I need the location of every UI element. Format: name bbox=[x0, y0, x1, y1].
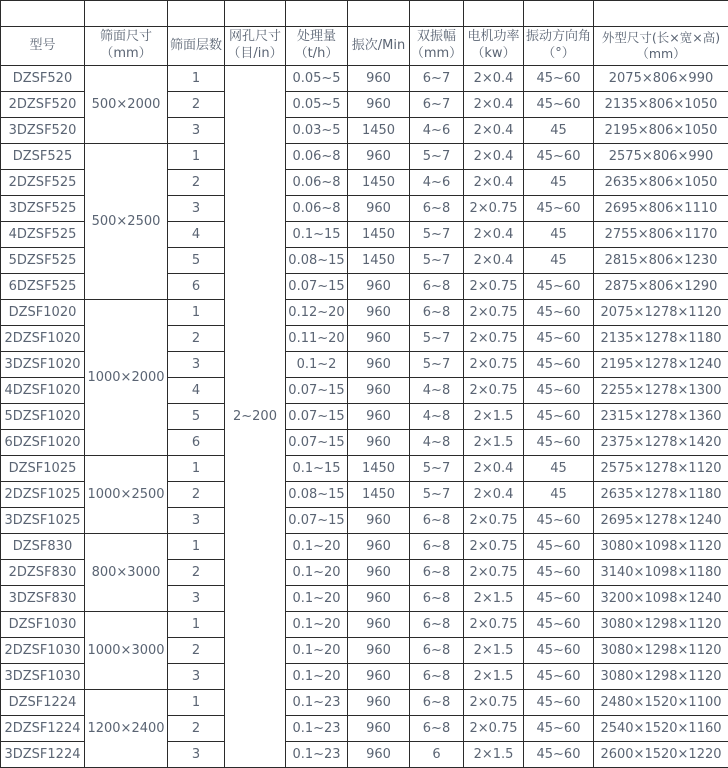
cell-model: 2DZSF1224 bbox=[1, 716, 85, 742]
cell-model: DZSF830 bbox=[1, 534, 85, 560]
sliver-cell bbox=[286, 1, 348, 27]
cell-angle: 45 bbox=[524, 456, 594, 482]
cell-capacity: 0.05~5 bbox=[286, 66, 348, 92]
cell-dims: 2135×806×1050 bbox=[594, 92, 728, 118]
cell-freq: 960 bbox=[348, 508, 410, 534]
cell-freq: 960 bbox=[348, 430, 410, 456]
table-row bbox=[1, 534, 728, 560]
cell-angle: 45~60 bbox=[524, 144, 594, 170]
cell-layers: 2 bbox=[168, 716, 225, 742]
cell-freq: 960 bbox=[348, 378, 410, 404]
cell-power: 2×0.4 bbox=[464, 66, 524, 92]
column-header-freq bbox=[348, 27, 410, 66]
cell-amplitude: 5~7 bbox=[410, 144, 464, 170]
cell-freq: 960 bbox=[348, 144, 410, 170]
cell-amplitude: 5~7 bbox=[410, 222, 464, 248]
header-row bbox=[1, 27, 728, 66]
cell-amplitude: 4~6 bbox=[410, 170, 464, 196]
cell-capacity: 0.1~23 bbox=[286, 742, 348, 768]
cell-freq: 960 bbox=[348, 300, 410, 326]
cell-layers: 6 bbox=[168, 430, 225, 456]
cell-dims: 2815×806×1230 bbox=[594, 248, 728, 274]
cell-power: 2×1.5 bbox=[464, 586, 524, 612]
sliver-cell bbox=[1, 1, 85, 27]
cell-layers: 1 bbox=[168, 690, 225, 716]
cell-angle: 45~60 bbox=[524, 92, 594, 118]
column-header-amplitude-line: （mm） bbox=[410, 46, 463, 63]
cell-freq: 1450 bbox=[348, 456, 410, 482]
cell-model: 3DZSF1020 bbox=[1, 352, 85, 378]
column-header-capacity-line: （t/h） bbox=[286, 46, 347, 63]
cell-dims: 2875×806×1290 bbox=[594, 274, 728, 300]
cell-freq: 960 bbox=[348, 274, 410, 300]
cell-angle: 45 bbox=[524, 170, 594, 196]
cell-model: 3DZSF830 bbox=[1, 586, 85, 612]
cell-layers: 1 bbox=[168, 144, 225, 170]
cell-amplitude: 6~8 bbox=[410, 690, 464, 716]
cell-capacity: 0.1~15 bbox=[286, 456, 348, 482]
cell-layers: 1 bbox=[168, 300, 225, 326]
cell-model: DZSF1020 bbox=[1, 300, 85, 326]
cell-power: 2×0.4 bbox=[464, 482, 524, 508]
cell-power: 2×0.75 bbox=[464, 274, 524, 300]
cell-capacity: 0.07~15 bbox=[286, 378, 348, 404]
cell-freq: 960 bbox=[348, 404, 410, 430]
cell-screen-size: 800×3000 bbox=[85, 534, 168, 612]
cell-freq: 960 bbox=[348, 352, 410, 378]
cell-freq: 960 bbox=[348, 92, 410, 118]
cell-model: 5DZSF1020 bbox=[1, 404, 85, 430]
cell-screen-size: 500×2000 bbox=[85, 66, 168, 144]
cell-amplitude: 5~7 bbox=[410, 248, 464, 274]
cell-amplitude: 4~8 bbox=[410, 378, 464, 404]
cell-freq: 960 bbox=[348, 638, 410, 664]
cell-dims: 2635×806×1050 bbox=[594, 170, 728, 196]
cell-power: 2×0.75 bbox=[464, 300, 524, 326]
cell-capacity: 0.1~20 bbox=[286, 664, 348, 690]
table-row bbox=[1, 456, 728, 482]
cell-freq: 960 bbox=[348, 586, 410, 612]
cell-model: 3DZSF1025 bbox=[1, 508, 85, 534]
cell-angle: 45~60 bbox=[524, 66, 594, 92]
cell-power: 2×0.75 bbox=[464, 690, 524, 716]
cell-angle: 45~60 bbox=[524, 430, 594, 456]
sliver-cell bbox=[348, 1, 410, 27]
cell-power: 2×0.75 bbox=[464, 560, 524, 586]
column-header-power-line: 电机功率 bbox=[464, 29, 523, 46]
cell-capacity: 0.1~23 bbox=[286, 716, 348, 742]
column-header-power bbox=[464, 27, 524, 66]
cell-angle: 45~60 bbox=[524, 690, 594, 716]
sliver-cell bbox=[594, 1, 728, 27]
cell-mesh-size: 2~200 bbox=[225, 66, 286, 768]
cell-capacity: 0.1~20 bbox=[286, 560, 348, 586]
cell-model: DZSF1224 bbox=[1, 690, 85, 716]
cell-model: 2DZSF525 bbox=[1, 170, 85, 196]
cell-power: 2×1.5 bbox=[464, 430, 524, 456]
cell-dims: 2075×806×990 bbox=[594, 66, 728, 92]
cell-angle: 45~60 bbox=[524, 508, 594, 534]
cell-screen-size: 1200×2400 bbox=[85, 690, 168, 768]
cell-capacity: 0.1~20 bbox=[286, 612, 348, 638]
cell-amplitude: 6~8 bbox=[410, 534, 464, 560]
cell-layers: 3 bbox=[168, 742, 225, 768]
cell-amplitude: 6~8 bbox=[410, 716, 464, 742]
cell-layers: 3 bbox=[168, 664, 225, 690]
cell-dims: 2575×1278×1120 bbox=[594, 456, 728, 482]
cell-model: 2DZSF1030 bbox=[1, 638, 85, 664]
cell-capacity: 0.12~20 bbox=[286, 300, 348, 326]
cell-capacity: 0.03~5 bbox=[286, 118, 348, 144]
cell-power: 2×1.5 bbox=[464, 742, 524, 768]
cell-power: 2×0.4 bbox=[464, 144, 524, 170]
cell-screen-size: 1000×2500 bbox=[85, 456, 168, 534]
cell-freq: 960 bbox=[348, 690, 410, 716]
cell-amplitude: 6~8 bbox=[410, 196, 464, 222]
cell-capacity: 0.1~20 bbox=[286, 534, 348, 560]
cell-layers: 1 bbox=[168, 534, 225, 560]
cell-power: 2×1.5 bbox=[464, 664, 524, 690]
table-row bbox=[1, 690, 728, 716]
cell-power: 2×0.75 bbox=[464, 508, 524, 534]
cell-layers: 3 bbox=[168, 508, 225, 534]
cell-dims: 2480×1520×1100 bbox=[594, 690, 728, 716]
column-header-dims bbox=[594, 27, 728, 66]
cell-power: 2×0.4 bbox=[464, 92, 524, 118]
cell-layers: 3 bbox=[168, 586, 225, 612]
cell-layers: 2 bbox=[168, 326, 225, 352]
cell-amplitude: 6~8 bbox=[410, 612, 464, 638]
cell-power: 2×0.75 bbox=[464, 378, 524, 404]
column-header-model bbox=[1, 27, 85, 66]
column-header-mesh bbox=[225, 27, 286, 66]
cell-power: 2×0.75 bbox=[464, 612, 524, 638]
cell-model: 2DZSF520 bbox=[1, 92, 85, 118]
cell-capacity: 0.06~8 bbox=[286, 196, 348, 222]
cell-power: 2×0.75 bbox=[464, 534, 524, 560]
cell-power: 2×1.5 bbox=[464, 638, 524, 664]
cell-model: 6DZSF525 bbox=[1, 274, 85, 300]
cell-freq: 960 bbox=[348, 612, 410, 638]
cell-dims: 3080×1098×1120 bbox=[594, 534, 728, 560]
cell-dims: 2575×806×990 bbox=[594, 144, 728, 170]
column-header-layers-line: 筛面层数 bbox=[168, 38, 224, 55]
column-header-dims-line: 外型尺寸(长×宽×高) bbox=[594, 30, 728, 46]
cell-amplitude: 6~7 bbox=[410, 66, 464, 92]
cell-dims: 3200×1098×1240 bbox=[594, 586, 728, 612]
table-body bbox=[1, 66, 728, 768]
cell-dims: 2540×1520×1160 bbox=[594, 716, 728, 742]
cell-power: 2×0.4 bbox=[464, 456, 524, 482]
cell-amplitude: 6~8 bbox=[410, 664, 464, 690]
cell-freq: 960 bbox=[348, 534, 410, 560]
cell-power: 2×0.75 bbox=[464, 326, 524, 352]
cell-power: 2×0.4 bbox=[464, 222, 524, 248]
cell-freq: 1450 bbox=[348, 482, 410, 508]
cell-model: DZSF525 bbox=[1, 144, 85, 170]
cell-capacity: 0.1~2 bbox=[286, 352, 348, 378]
cell-dims: 2195×806×1050 bbox=[594, 118, 728, 144]
cell-dims: 3140×1098×1180 bbox=[594, 560, 728, 586]
cell-angle: 45 bbox=[524, 118, 594, 144]
cell-angle: 45 bbox=[524, 222, 594, 248]
cell-dims: 2255×1278×1300 bbox=[594, 378, 728, 404]
cell-layers: 2 bbox=[168, 92, 225, 118]
cell-dims: 3080×1298×1120 bbox=[594, 638, 728, 664]
cell-layers: 4 bbox=[168, 222, 225, 248]
cell-freq: 1450 bbox=[348, 170, 410, 196]
sliver-cell bbox=[524, 1, 594, 27]
cell-capacity: 0.07~15 bbox=[286, 274, 348, 300]
cell-model: 4DZSF525 bbox=[1, 222, 85, 248]
cell-layers: 2 bbox=[168, 170, 225, 196]
cell-freq: 960 bbox=[348, 196, 410, 222]
cell-capacity: 0.1~23 bbox=[286, 690, 348, 716]
sliver-cell bbox=[85, 1, 168, 27]
cropped-row-sliver bbox=[1, 1, 728, 27]
table-row bbox=[1, 300, 728, 326]
column-header-layers bbox=[168, 27, 225, 66]
cell-freq: 960 bbox=[348, 664, 410, 690]
table-head bbox=[1, 1, 728, 66]
cell-model: 2DZSF1020 bbox=[1, 326, 85, 352]
cell-screen-size: 500×2500 bbox=[85, 144, 168, 300]
cell-model: DZSF1030 bbox=[1, 612, 85, 638]
cell-layers: 5 bbox=[168, 248, 225, 274]
cell-amplitude: 5~7 bbox=[410, 352, 464, 378]
cell-layers: 1 bbox=[168, 456, 225, 482]
cell-amplitude: 6~8 bbox=[410, 508, 464, 534]
cell-amplitude: 5~7 bbox=[410, 456, 464, 482]
cell-freq: 960 bbox=[348, 560, 410, 586]
cell-amplitude: 5~7 bbox=[410, 326, 464, 352]
cell-angle: 45~60 bbox=[524, 560, 594, 586]
cell-dims: 2755×806×1170 bbox=[594, 222, 728, 248]
cell-dims: 2600×1520×1220 bbox=[594, 742, 728, 768]
sliver-cell bbox=[464, 1, 524, 27]
cell-screen-size: 1000×2000 bbox=[85, 300, 168, 456]
column-header-mesh-line: （目/in） bbox=[225, 46, 285, 63]
cell-screen-size: 1000×3000 bbox=[85, 612, 168, 690]
cell-layers: 2 bbox=[168, 638, 225, 664]
cell-angle: 45~60 bbox=[524, 326, 594, 352]
cell-model: DZSF1025 bbox=[1, 456, 85, 482]
cell-capacity: 0.08~15 bbox=[286, 248, 348, 274]
sliver-cell bbox=[168, 1, 225, 27]
cell-amplitude: 6~8 bbox=[410, 300, 464, 326]
sliver-cell bbox=[410, 1, 464, 27]
cell-capacity: 0.1~20 bbox=[286, 638, 348, 664]
column-header-screen_size-line: （mm） bbox=[85, 46, 167, 63]
cell-dims: 2195×1278×1240 bbox=[594, 352, 728, 378]
table-row bbox=[1, 66, 728, 92]
cell-angle: 45~60 bbox=[524, 404, 594, 430]
cell-power: 2×0.75 bbox=[464, 352, 524, 378]
column-header-screen_size bbox=[85, 27, 168, 66]
cell-layers: 1 bbox=[168, 612, 225, 638]
cell-power: 2×0.75 bbox=[464, 196, 524, 222]
cell-amplitude: 4~6 bbox=[410, 118, 464, 144]
cell-layers: 3 bbox=[168, 118, 225, 144]
cell-power: 2×1.5 bbox=[464, 404, 524, 430]
cell-angle: 45 bbox=[524, 248, 594, 274]
cell-angle: 45~60 bbox=[524, 664, 594, 690]
cell-angle: 45~60 bbox=[524, 300, 594, 326]
column-header-power-line: （kw） bbox=[464, 46, 523, 63]
cell-model: 3DZSF1030 bbox=[1, 664, 85, 690]
cell-layers: 4 bbox=[168, 378, 225, 404]
cell-angle: 45~60 bbox=[524, 716, 594, 742]
column-header-dims-line: （mm） bbox=[594, 46, 728, 62]
column-header-capacity bbox=[286, 27, 348, 66]
cell-model: DZSF520 bbox=[1, 66, 85, 92]
cell-model: 3DZSF1224 bbox=[1, 742, 85, 768]
cell-layers: 1 bbox=[168, 66, 225, 92]
cell-dims: 2695×1278×1240 bbox=[594, 508, 728, 534]
cell-dims: 2075×1278×1120 bbox=[594, 300, 728, 326]
cell-power: 2×0.4 bbox=[464, 248, 524, 274]
cell-freq: 960 bbox=[348, 326, 410, 352]
column-header-angle bbox=[524, 27, 594, 66]
cell-freq: 960 bbox=[348, 716, 410, 742]
cell-angle: 45~60 bbox=[524, 586, 594, 612]
cell-capacity: 0.07~15 bbox=[286, 508, 348, 534]
cell-dims: 3080×1298×1120 bbox=[594, 612, 728, 638]
table-row bbox=[1, 144, 728, 170]
cell-freq: 960 bbox=[348, 742, 410, 768]
cell-amplitude: 6~8 bbox=[410, 586, 464, 612]
cell-layers: 6 bbox=[168, 274, 225, 300]
cell-amplitude: 5~7 bbox=[410, 482, 464, 508]
cell-power: 2×0.4 bbox=[464, 118, 524, 144]
cell-capacity: 0.07~15 bbox=[286, 430, 348, 456]
cell-angle: 45~60 bbox=[524, 352, 594, 378]
column-header-mesh-line: 网孔尺寸 bbox=[225, 29, 285, 46]
cell-dims: 2135×1278×1180 bbox=[594, 326, 728, 352]
cell-dims: 2695×806×1110 bbox=[594, 196, 728, 222]
column-header-amplitude bbox=[410, 27, 464, 66]
sliver-cell bbox=[225, 1, 286, 27]
cell-dims: 2375×1278×1420 bbox=[594, 430, 728, 456]
cell-model: 2DZSF830 bbox=[1, 560, 85, 586]
column-header-freq-line: 振次/Min bbox=[348, 38, 409, 55]
column-header-capacity-line: 处理量 bbox=[286, 29, 347, 46]
cell-model: 3DZSF525 bbox=[1, 196, 85, 222]
cell-capacity: 0.08~15 bbox=[286, 482, 348, 508]
cell-layers: 2 bbox=[168, 560, 225, 586]
cell-layers: 5 bbox=[168, 404, 225, 430]
cell-amplitude: 6~7 bbox=[410, 92, 464, 118]
cell-angle: 45~60 bbox=[524, 612, 594, 638]
column-header-angle-line: （°） bbox=[524, 46, 593, 63]
cell-model: 2DZSF1025 bbox=[1, 482, 85, 508]
cell-freq: 1450 bbox=[348, 118, 410, 144]
cell-capacity: 0.06~8 bbox=[286, 170, 348, 196]
cell-angle: 45~60 bbox=[524, 534, 594, 560]
cell-angle: 45~60 bbox=[524, 274, 594, 300]
cell-dims: 2635×1278×1180 bbox=[594, 482, 728, 508]
cell-power: 2×0.75 bbox=[464, 716, 524, 742]
table-row bbox=[1, 612, 728, 638]
cell-capacity: 0.11~20 bbox=[286, 326, 348, 352]
cell-angle: 45~60 bbox=[524, 378, 594, 404]
cell-capacity: 0.1~15 bbox=[286, 222, 348, 248]
cell-amplitude: 4~8 bbox=[410, 430, 464, 456]
cell-capacity: 0.1~20 bbox=[286, 586, 348, 612]
cell-model: 3DZSF520 bbox=[1, 118, 85, 144]
cell-dims: 3080×1298×1120 bbox=[594, 664, 728, 690]
cell-angle: 45 bbox=[524, 482, 594, 508]
cell-amplitude: 6~8 bbox=[410, 560, 464, 586]
column-header-angle-line: 振动方向角 bbox=[524, 29, 593, 46]
cell-layers: 3 bbox=[168, 196, 225, 222]
cell-freq: 1450 bbox=[348, 248, 410, 274]
cell-amplitude: 6 bbox=[410, 742, 464, 768]
cell-dims: 2315×1278×1360 bbox=[594, 404, 728, 430]
cell-angle: 45~60 bbox=[524, 196, 594, 222]
cell-freq: 960 bbox=[348, 66, 410, 92]
cell-layers: 2 bbox=[168, 482, 225, 508]
cell-capacity: 0.05~5 bbox=[286, 92, 348, 118]
cell-model: 5DZSF525 bbox=[1, 248, 85, 274]
cell-amplitude: 6~8 bbox=[410, 274, 464, 300]
column-header-screen_size-line: 筛面尺寸 bbox=[85, 29, 167, 46]
cell-capacity: 0.06~8 bbox=[286, 144, 348, 170]
cell-layers: 3 bbox=[168, 352, 225, 378]
cell-angle: 45~60 bbox=[524, 742, 594, 768]
cell-model: 4DZSF1020 bbox=[1, 378, 85, 404]
cell-power: 2×0.4 bbox=[464, 170, 524, 196]
cell-model: 6DZSF1020 bbox=[1, 430, 85, 456]
cell-amplitude: 4~8 bbox=[410, 404, 464, 430]
cell-freq: 1450 bbox=[348, 222, 410, 248]
cell-capacity: 0.07~15 bbox=[286, 404, 348, 430]
cell-angle: 45~60 bbox=[524, 638, 594, 664]
column-header-model-line: 型号 bbox=[1, 38, 84, 55]
column-header-amplitude-line: 双振幅 bbox=[410, 29, 463, 46]
cell-amplitude: 6~8 bbox=[410, 638, 464, 664]
